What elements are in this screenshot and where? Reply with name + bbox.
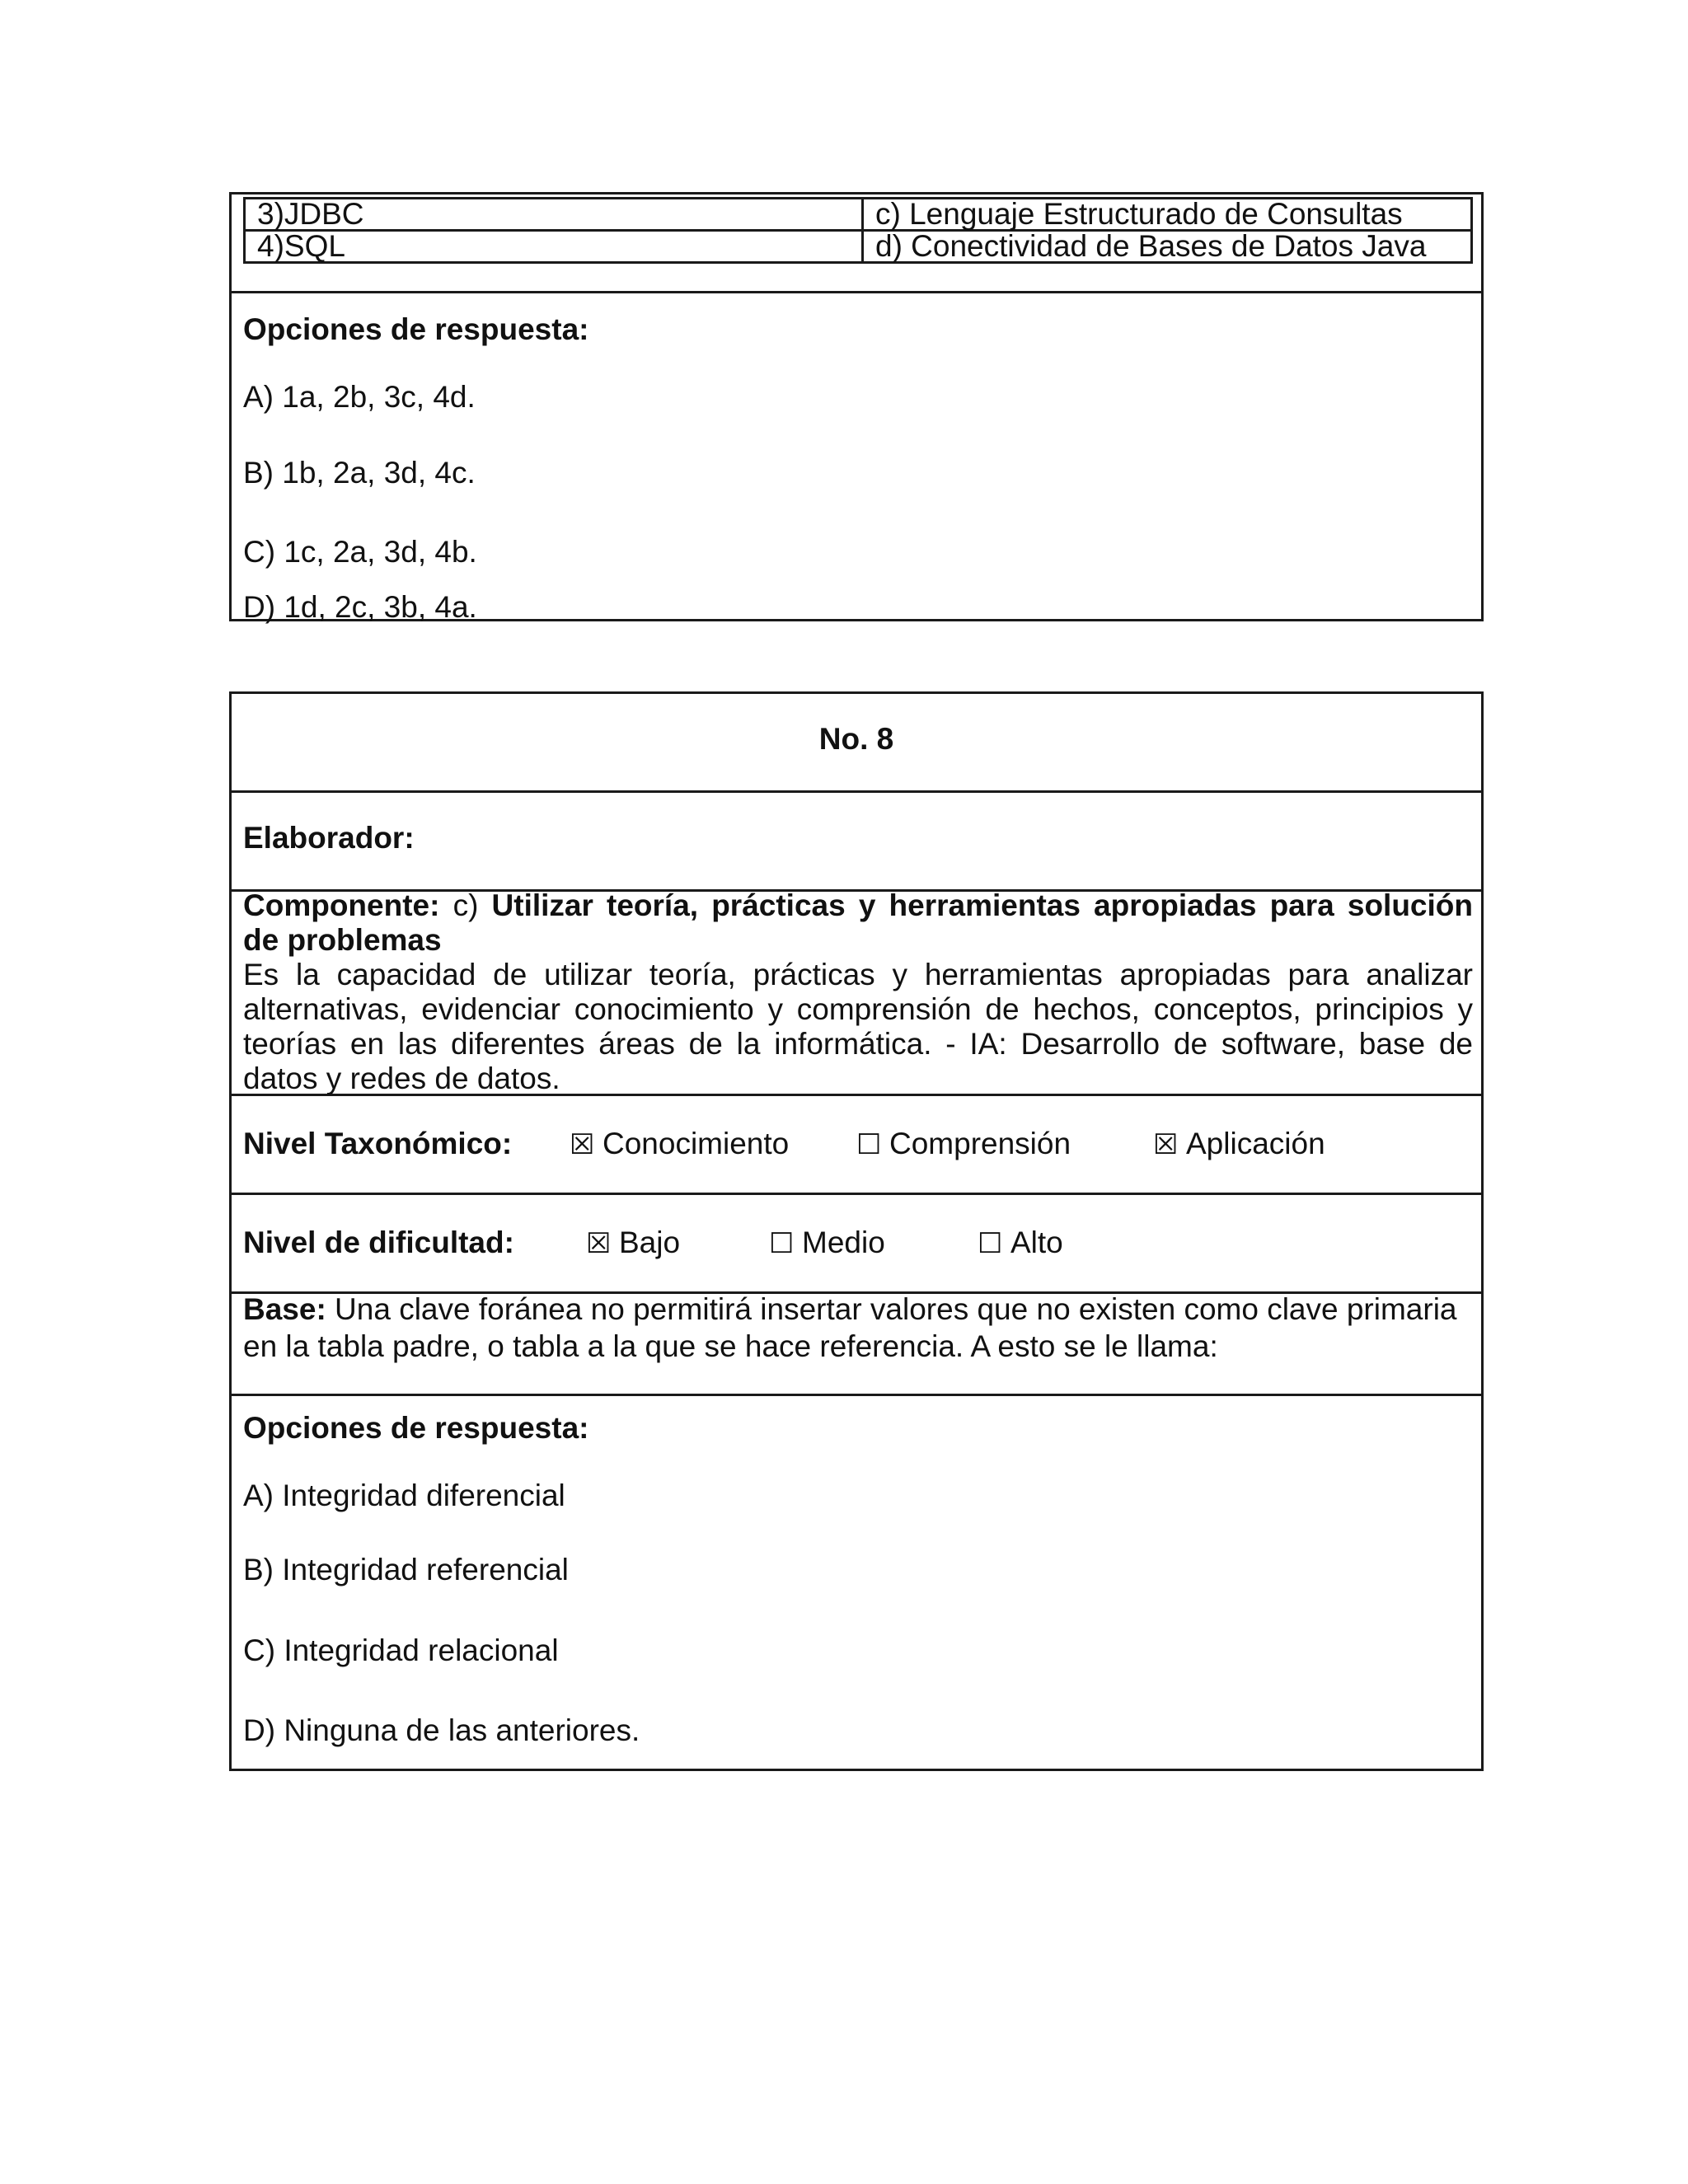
checkbox-alto [978,1226,1063,1260]
checkbox-icon: ☐ [769,1227,795,1260]
checkbox-label: Comprensión [889,1127,1071,1160]
nivel-taxonomico-row [232,1096,1481,1195]
dificultad-label: Nivel de dificultad: [243,1226,514,1259]
table-row [245,231,1472,263]
base-block [243,1291,1473,1365]
componente-label: Componente: [243,888,440,922]
answer-option: D) Ninguna de las anteriores. [243,1713,640,1747]
table-cell: 3)JDBC [245,199,863,231]
base-row [232,1294,1481,1396]
checkbox-icon: ☐ [856,1128,882,1161]
checkbox-conocimiento [570,1127,789,1161]
checkbox-aplicacion [1153,1127,1325,1161]
checkbox-label: Bajo [619,1226,681,1259]
table-row [245,199,1472,231]
answer-option: A) Integridad diferencial [243,1479,565,1512]
checkbox-icon: ☒ [586,1227,612,1260]
dificultad-row [232,1195,1481,1294]
question-8-box [229,691,1484,1771]
checkbox-label: Alto [1010,1226,1063,1259]
table-cell: d) Conectividad de Bases de Datos Java [863,231,1472,263]
base-label: Base: [243,1292,326,1326]
elaborador-label: Elaborador: [243,821,415,855]
base-text: Una clave foránea no permitirá insertar valores que no existen como clave primaria en la tabla padre, o tabla a la que se hace referencia. A esto se le llama: [243,1292,1457,1363]
checkbox-icon: ☒ [1153,1128,1179,1161]
answer-option: C) Integridad relacional [243,1633,559,1667]
answer-option: B) Integridad referencial [243,1553,569,1586]
answer-option: A) 1a, 2b, 3c, 4d. [243,380,476,414]
componente-title: Utilizar teoría, prácticas y herramientas apropiadas para solución de problemas [243,888,1473,957]
checkbox-medio [769,1226,885,1260]
checkbox-label: Conocimiento [603,1127,790,1160]
nivel-taxonomico-label: Nivel Taxonómico: [243,1127,513,1160]
question-number-row [232,694,1481,793]
answer-option: D) 1d, 2c, 3b, 4a. [243,590,477,624]
table-cell: 4)SQL [245,231,863,263]
answer-option: B) 1b, 2a, 3d, 4c. [243,456,476,490]
componente-row [232,888,1481,1096]
checkbox-icon: ☒ [570,1128,595,1161]
checkbox-icon: ☐ [978,1227,1003,1260]
componente-block [243,888,1473,1096]
options-row [232,1396,1481,1771]
elaborador-row [232,793,1481,892]
checkbox-comprension [856,1127,1071,1161]
checkbox-label: Aplicación [1186,1127,1325,1160]
divider [232,291,1481,293]
componente-prefix: c) [439,888,492,922]
question-number: No. 8 [818,722,894,756]
checkbox-bajo [586,1226,680,1260]
options-label: Opciones de respuesta: [243,1411,589,1445]
answer-option: C) 1c, 2a, 3d, 4b. [243,535,477,569]
options-label: Opciones de respuesta: [243,312,589,346]
componente-description: Es la capacidad de utilizar teoría, prácticas y herramientas apropiadas para analizar alternativas, evidenciar conocimiento y comprensión de hechos, conceptos, principios y teorías en las diferentes áreas de la informática. - IA: Desarrollo de software, base de datos y redes de datos. [243,958,1473,1095]
checkbox-label: Medio [802,1226,885,1259]
matching-table [243,197,1473,264]
question-7-box [229,192,1484,624]
table-cell: c) Lenguaje Estructurado de Consultas [863,199,1472,231]
